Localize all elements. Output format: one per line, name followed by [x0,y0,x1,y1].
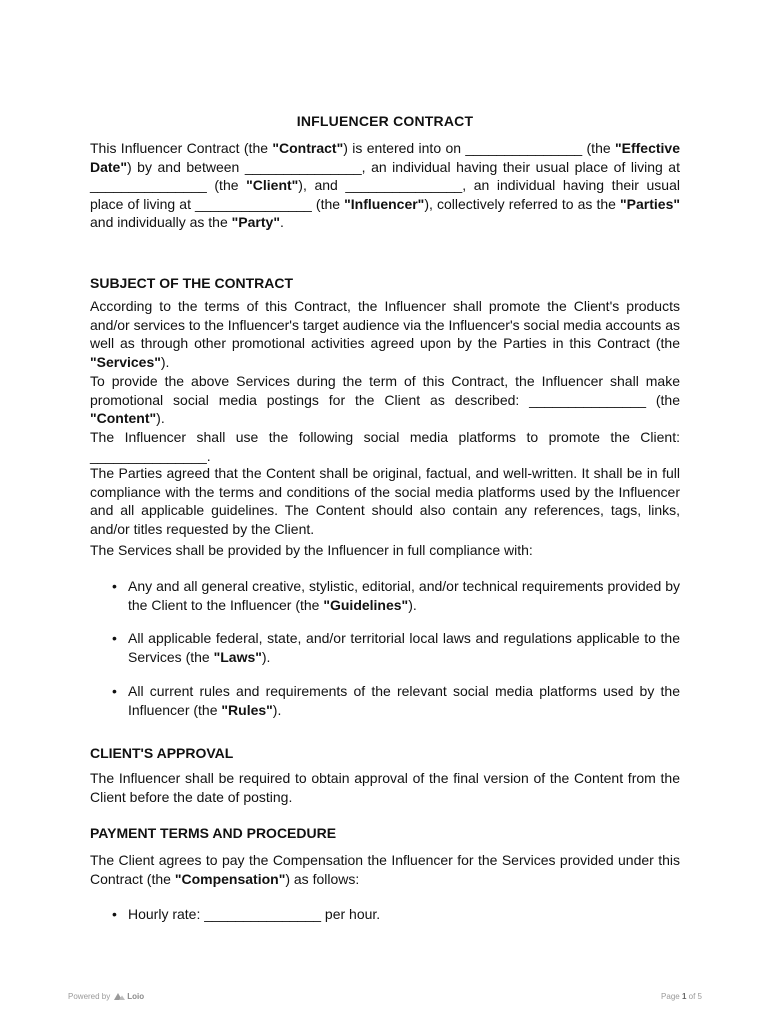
compliance-list-3 [90,682,680,719]
brand-name: Loio [127,992,145,1001]
intro-text-3: ) by and between _______________, an individual having their usual place of living at _______________ (the [90,158,680,194]
payment-paragraph [90,851,680,888]
payment-text: The Client agrees to pay the Compensation the Influencer for the Services provided under this Contract (the [90,852,680,887]
compliance-list-2 [90,629,680,666]
bullet-text: Any and all general creative, stylistic, editorial, and/or technical requirements provided by the Client to the Influencer (the [128,578,680,613]
loio-logo-icon [114,993,125,1000]
term-rules: "Rules" [221,701,273,718]
subject-paragraph-1 [90,297,680,371]
list-item [90,905,680,924]
subject-paragraph-3: The Influencer shall use the following social media platforms to promote the Client: _______________. [90,429,680,464]
bullet-text: Hourly rate: _______________ per hour. [128,906,381,922]
list-item [90,682,680,719]
bullet-icon: • [112,578,117,594]
term-client: "Client" [246,177,299,194]
list-item [90,577,680,614]
document-title: INFLUENCER CONTRACT [296,113,474,129]
term-party: "Party" [231,214,280,231]
intro-text-7: . [279,214,284,231]
list-item [90,629,680,666]
payment-list [90,905,680,924]
section-heading-approval: CLIENT'S APPROVAL [90,745,234,761]
term-services: "Services" [90,353,161,370]
subject-text-1: According to the terms of this Contract, the Influencer shall promote the Client's products and/or services to the Influencer's target audience via the Influencer's social media accounts as well as through other promotional activities agreed upon by the Parties in this Contract (the [90,298,680,352]
page-indicator [661,992,702,1001]
term-effective-date: "Effective Date" [90,140,680,175]
intro-text-5: ), collectively referred to as the [424,195,621,212]
term-laws: "Laws" [213,648,262,665]
page-total: 5 [697,992,702,1001]
term-content: "Content" [90,410,157,427]
compliance-list [90,577,680,614]
bullet-text-end: ). [261,648,271,665]
bullet-text-end: ). [408,596,417,613]
page-label: Page [661,992,680,1001]
term-contract: "Contract" [272,140,344,156]
bullet-icon: • [112,683,117,699]
powered-by-label: Powered by [68,992,111,1001]
subject-paragraph-2 [90,372,680,428]
payment-text-end: ) as follows: [285,870,360,887]
section-heading-subject: SUBJECT OF THE CONTRACT [90,275,293,291]
bullet-text: All applicable federal, state, and/or territorial local laws and regulations applicable to the Services (the [128,630,680,665]
section-heading-payment: PAYMENT TERMS AND PROCEDURE [90,825,337,841]
intro-text-6: and individually as the [90,214,232,231]
subject-paragraph-5: The Services shall be provided by the Influencer in full compliance with: [90,542,533,558]
intro-text-2: ) is entered into on _______________ (the [343,140,615,156]
subject-text-2: To provide the above Services during the term of this Contract, the Influencer shall make promotional social media postings for the Client as described: _______________ (the [90,373,680,408]
intro-text-4: ), and _______________, an individual having their usual place of living at _______________ (the [90,177,680,212]
page-current: 1 [681,992,687,1001]
bullet-text: All current rules and requirements of the relevant social media platforms used by the Influencer (the [128,683,680,718]
term-compensation: "Compensation" [174,870,286,887]
footer-powered-by [68,992,144,1001]
intro-paragraph [90,139,680,232]
intro-text-1: This Influencer Contract (the [90,140,273,156]
bullet-icon: • [112,630,117,646]
subject-text-1b: ). [160,353,170,370]
approval-paragraph: The Influencer shall be required to obtain approval of the final version of the Content from the Client before the date of posting. [90,770,680,805]
subject-paragraph-4: The Parties agreed that the Content shall be original, factual, and well-written. It shall be in full compliance with the terms and conditions of the social media platforms used by the Influencer and all applicable guidelines. The Content should also contain any references, tags, links, and/or titles requested by the Client. [90,465,680,537]
subject-text-2b: ). [156,410,165,427]
term-parties: "Parties" [620,195,680,212]
bullet-icon: • [112,906,117,922]
term-influencer: "Influencer" [344,195,425,212]
term-guidelines: "Guidelines" [323,596,409,613]
page-of: of [688,992,696,1001]
brand-logo[interactable] [114,992,144,1001]
bullet-text-end: ). [272,701,282,718]
